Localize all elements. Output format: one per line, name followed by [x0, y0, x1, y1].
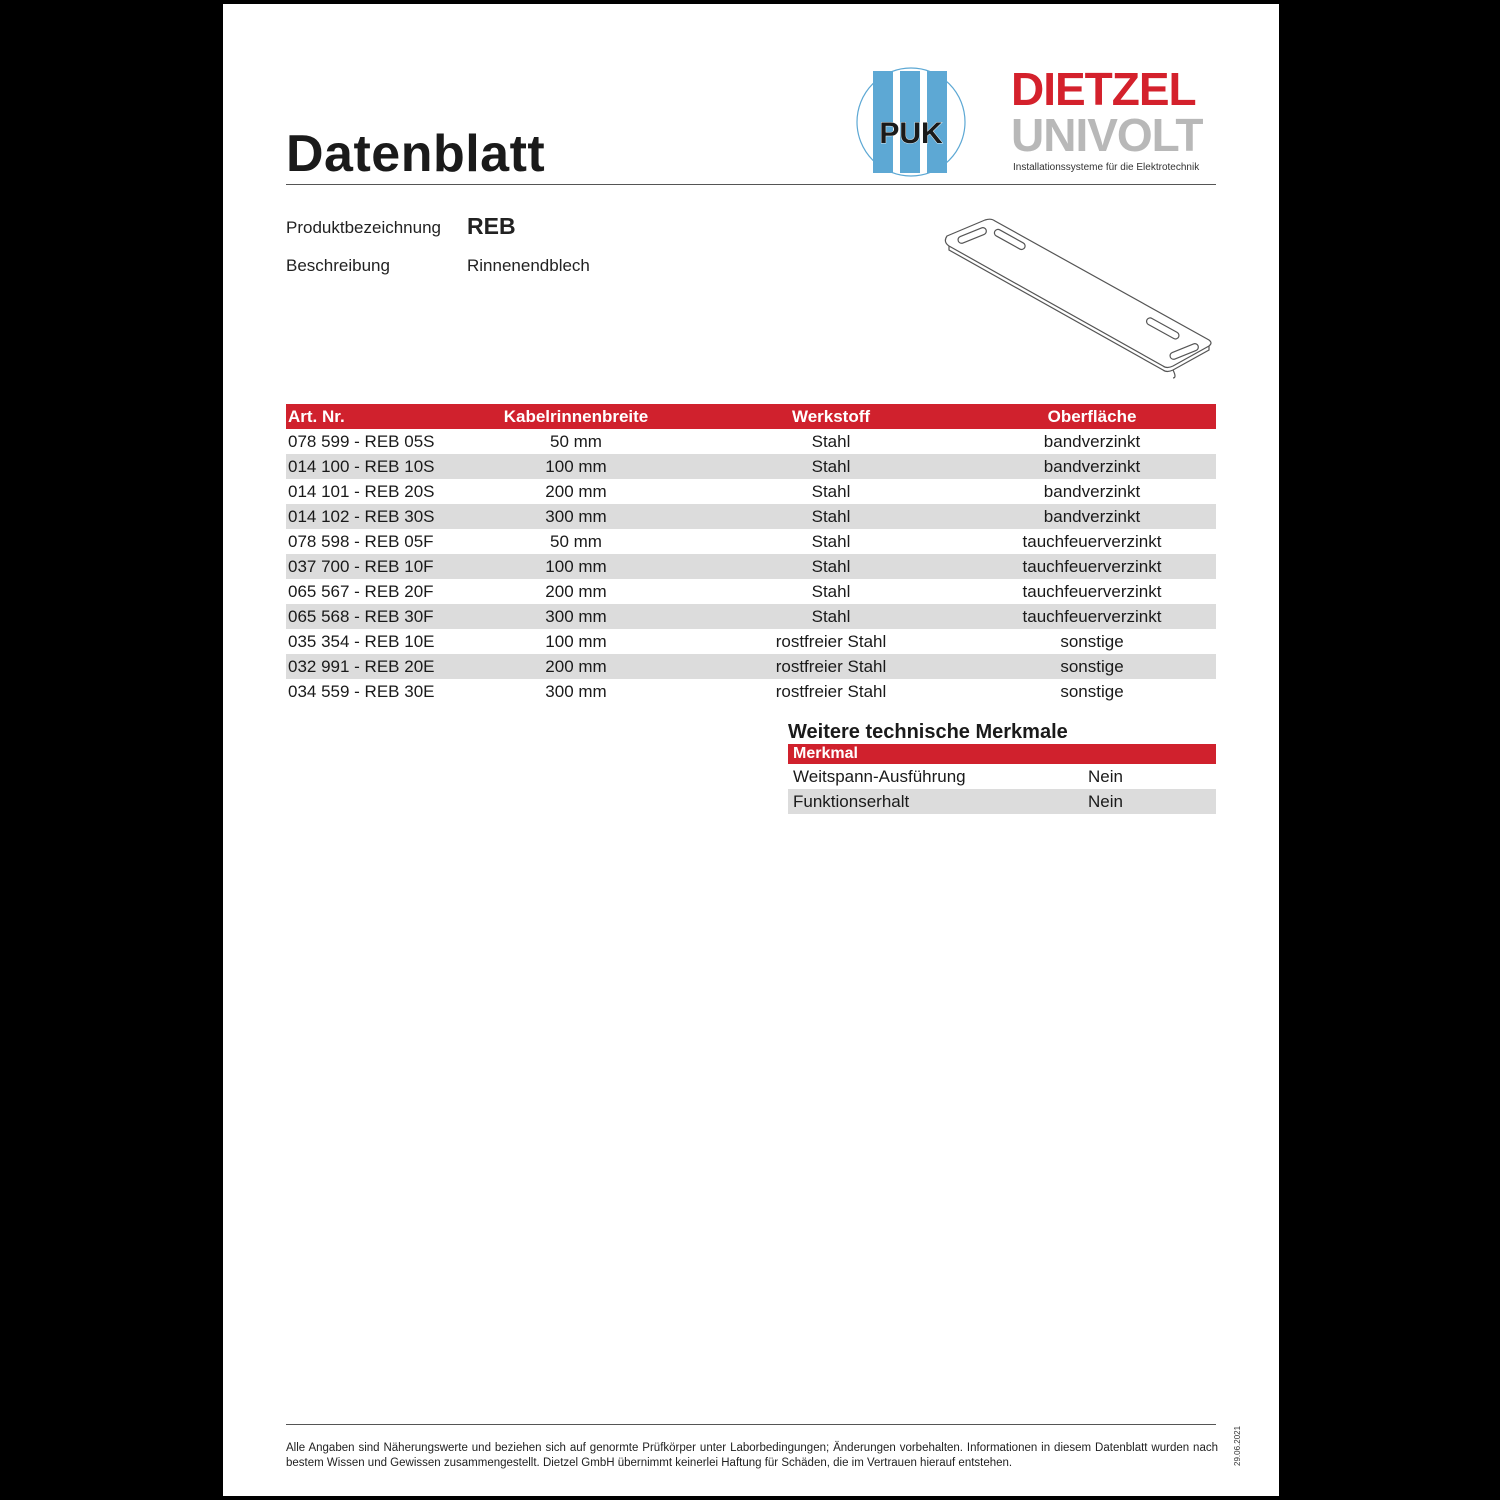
cell-material: Stahl: [694, 554, 968, 579]
table-row: [286, 679, 1216, 704]
cell-material: Stahl: [694, 504, 968, 529]
cell-art-nr: 065 567 - REB 20F: [288, 581, 434, 601]
cell-material: Stahl: [811, 531, 851, 551]
col-header-surface: Oberfläche: [968, 404, 1216, 429]
feature-name: Funktionserhalt: [788, 789, 1088, 814]
article-table: [286, 404, 1216, 704]
cell-material: Stahl: [811, 581, 851, 601]
table-row: [286, 479, 1216, 504]
product-name-value: REB: [467, 213, 516, 239]
puk-logo-text: PUK: [879, 117, 943, 150]
cell-surface: tauchfeuerverzinkt: [968, 554, 1216, 579]
feature-value: Nein: [1088, 766, 1123, 786]
col-header-material: Werkstoff: [694, 404, 968, 429]
cell-surface: sonstige: [1060, 631, 1124, 651]
cell-material: rostfreier Stahl: [775, 631, 887, 651]
cell-surface: bandverzinkt: [1043, 481, 1141, 501]
cell-material: rostfreier Stahl: [694, 654, 968, 679]
product-name-label: Produktbezeichnung: [286, 218, 442, 237]
cell-width: 200 mm: [458, 654, 694, 679]
brand-tagline: Installationssysteme für die Elektrotechnik: [1013, 162, 1200, 173]
features-section-title: Weitere technische Merkmale: [788, 721, 1068, 743]
cell-surface: bandverzinkt: [968, 504, 1216, 529]
footer-divider: [286, 1424, 1216, 1425]
cell-width: 100 mm: [458, 454, 694, 479]
brand-name-dietzel: DIETZEL: [1011, 63, 1196, 115]
article-table-header: [286, 404, 1216, 429]
table-row: [286, 504, 1216, 529]
cell-surface: sonstige: [968, 654, 1216, 679]
table-row: [286, 554, 1216, 579]
table-row: [286, 429, 1216, 454]
cell-width: 300 mm: [458, 604, 694, 629]
product-drawing: [941, 212, 1217, 384]
cell-surface: bandverzinkt: [968, 454, 1216, 479]
product-description-value: Rinnenendblech: [467, 256, 590, 275]
cell-material: Stahl: [811, 431, 851, 451]
cell-surface: sonstige: [1060, 681, 1124, 701]
cell-art-nr: 065 568 - REB 30F: [286, 604, 458, 629]
table-row: [286, 579, 1216, 604]
col-header-art-nr: Art. Nr.: [286, 404, 458, 429]
cell-width: 50 mm: [550, 531, 602, 551]
cell-art-nr: 078 599 - REB 05S: [288, 431, 435, 451]
cell-art-nr: 078 598 - REB 05F: [288, 531, 434, 551]
table-row: [286, 529, 1216, 554]
cell-surface: tauchfeuerverzinkt: [1022, 581, 1162, 601]
table-row: [286, 454, 1216, 479]
features-header: Merkmal: [788, 744, 1216, 764]
cell-material: Stahl: [811, 481, 851, 501]
table-row: [286, 604, 1216, 629]
cell-material: Stahl: [694, 454, 968, 479]
features-table: [788, 744, 1216, 814]
cell-width: 200 mm: [545, 481, 607, 501]
cell-material: rostfreier Stahl: [775, 681, 887, 701]
cell-width: 100 mm: [545, 631, 607, 651]
cell-art-nr: 037 700 - REB 10F: [286, 554, 458, 579]
cell-surface: tauchfeuerverzinkt: [968, 604, 1216, 629]
cell-width: 50 mm: [550, 431, 602, 451]
cell-width: 300 mm: [545, 681, 607, 701]
feature-name: Weitspann-Ausführung: [793, 766, 966, 786]
cell-width: 300 mm: [458, 504, 694, 529]
cell-surface: bandverzinkt: [1043, 431, 1141, 451]
cell-surface: tauchfeuerverzinkt: [1022, 531, 1162, 551]
datasheet-page: [223, 4, 1279, 1496]
product-description-label: Beschreibung: [286, 256, 390, 275]
footer-disclaimer: Alle Angaben sind Näherungswerte und beziehen sich auf genormte Prüfkörper unter Laborbedingungen; Änderungen vorbehalten. Informationen in diesem Datenblatt wurden nach bestem Wissen und Gewissen zusammengestellt. Dietzel GmbH übernimmt keinerlei Haftung für Schäden, die im Vertrauen hierauf entstehen.: [286, 1442, 1218, 1469]
cell-art-nr: 014 101 - REB 20S: [288, 481, 435, 501]
cell-material: Stahl: [694, 604, 968, 629]
cell-art-nr: 014 100 - REB 10S: [286, 454, 458, 479]
cell-art-nr: 014 102 - REB 30S: [286, 504, 458, 529]
feature-value: Nein: [1088, 789, 1216, 814]
feature-row: [788, 789, 1216, 814]
cell-art-nr: 035 354 - REB 10E: [288, 631, 435, 651]
feature-row: [788, 764, 1216, 789]
page-title: Datenblatt: [286, 125, 546, 183]
cell-art-nr: 034 559 - REB 30E: [288, 681, 435, 701]
document-date: 29.06.2021: [1233, 1425, 1242, 1466]
header-divider: [286, 184, 1216, 185]
table-row: [286, 629, 1216, 654]
cell-width: 200 mm: [545, 581, 607, 601]
table-row: [286, 654, 1216, 679]
cell-width: 100 mm: [458, 554, 694, 579]
cell-art-nr: 032 991 - REB 20E: [286, 654, 458, 679]
brand-name-univolt: UNIVOLT: [1011, 109, 1203, 161]
puk-logo: [855, 66, 967, 178]
col-header-width: Kabelrinnenbreite: [458, 404, 694, 429]
dietzel-univolt-logo: [1011, 63, 1219, 182]
